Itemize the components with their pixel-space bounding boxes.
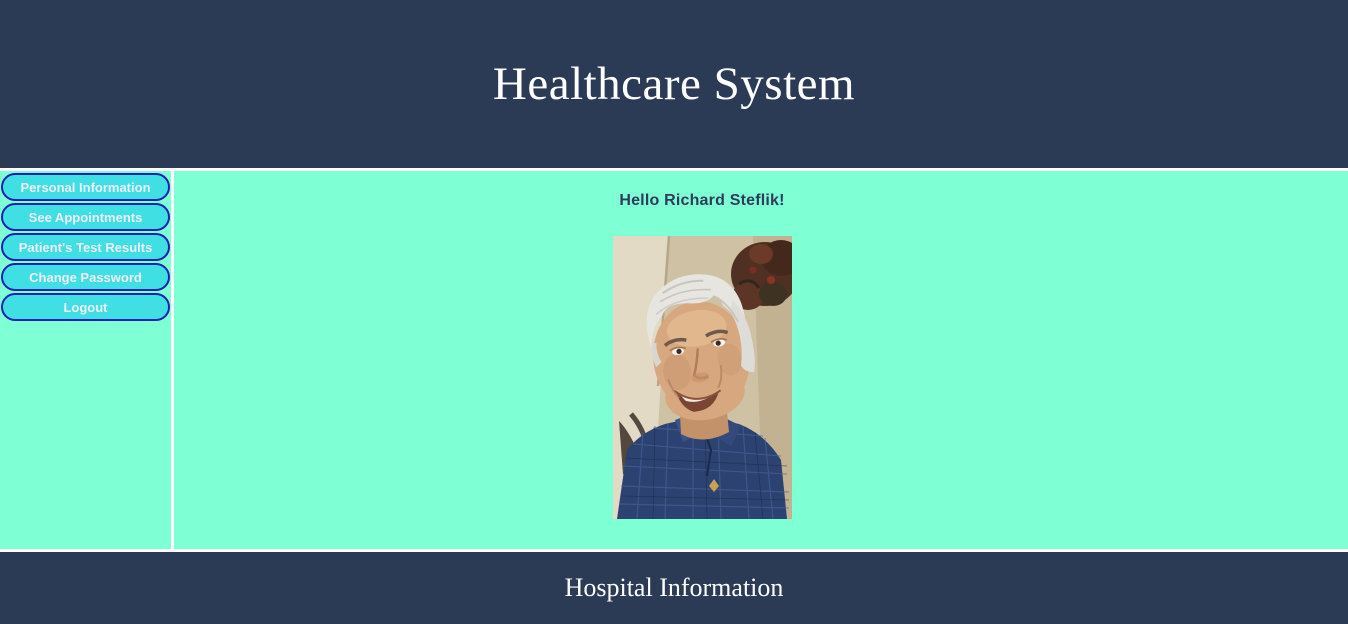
patient-photo: [613, 236, 792, 519]
content-wrapper: [174, 171, 1230, 519]
main-content: [174, 171, 1348, 549]
footer-title: Hospital Information: [564, 573, 784, 602]
page-footer: [0, 549, 1348, 624]
sidebar-item-see-appointments[interactable]: See Appointments: [1, 203, 170, 231]
middle-section: [0, 171, 1348, 549]
sidebar-item-personal-information[interactable]: Personal Information: [1, 173, 170, 201]
sidebar-item-patients-test-results[interactable]: Patient's Test Results: [1, 233, 170, 261]
sidebar-item-change-password[interactable]: Change Password: [1, 263, 170, 291]
sidebar: [0, 171, 174, 549]
page-header: [0, 0, 1348, 171]
sidebar-item-logout[interactable]: Logout: [1, 293, 170, 321]
greeting-text: Hello Richard Steflik!: [619, 192, 785, 209]
page-title: Healthcare System: [492, 58, 856, 110]
